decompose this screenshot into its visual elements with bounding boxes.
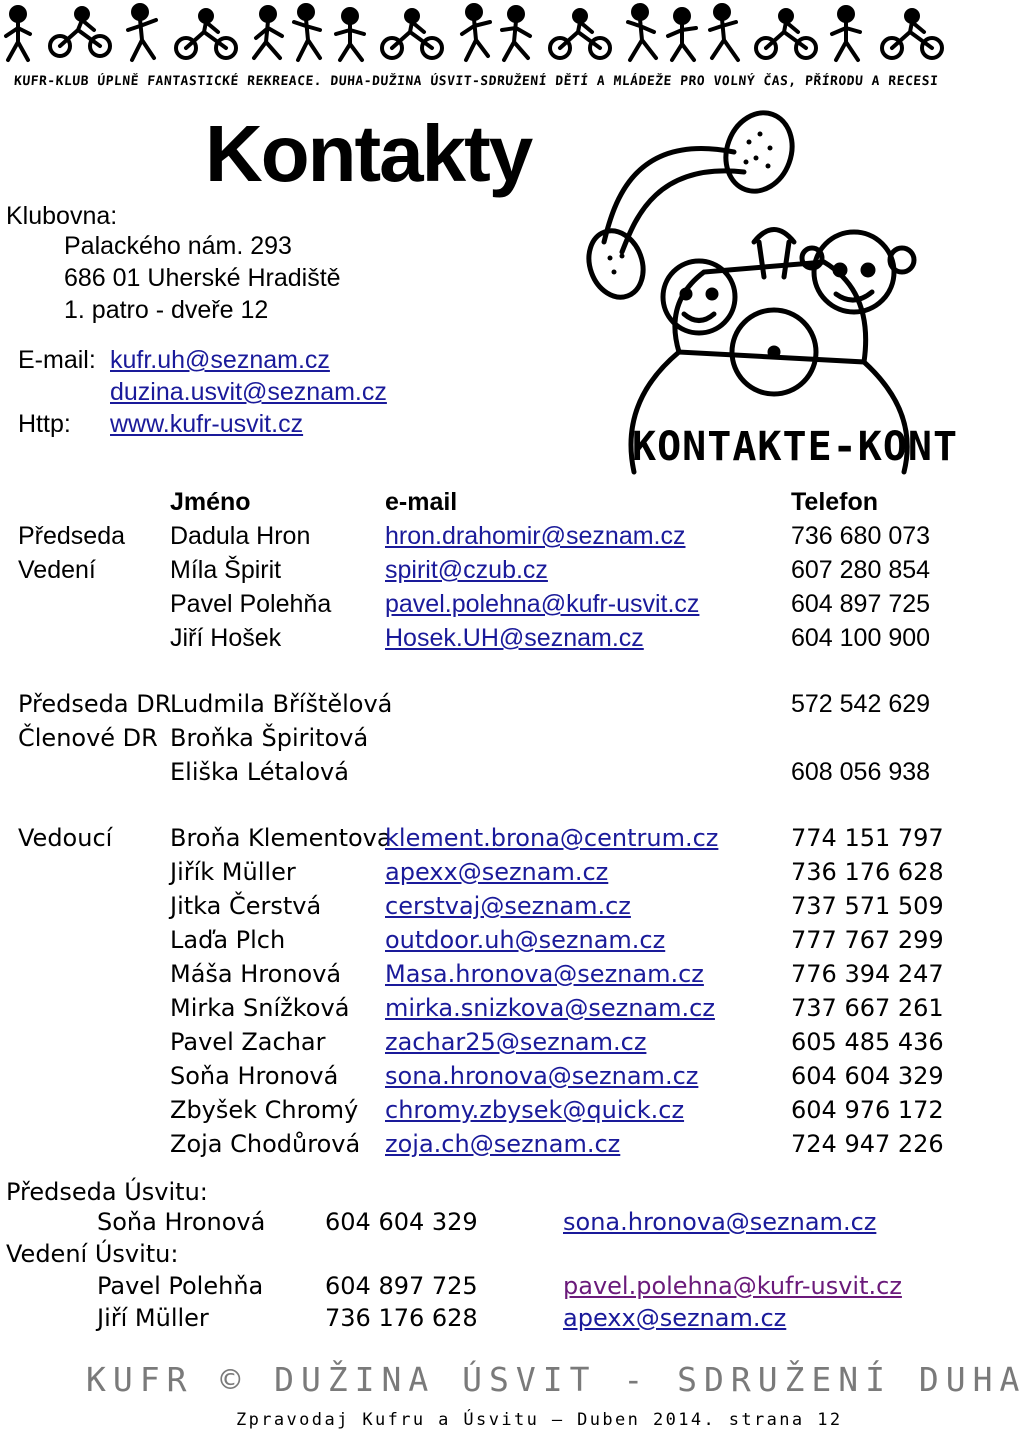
row-name: Laďa Plch (170, 926, 286, 954)
row-phone: 604 976 172 (791, 1096, 944, 1124)
row-phone: 605 485 436 (791, 1028, 944, 1056)
row-phone: 604 897 725 (791, 590, 931, 618)
row-name: Eliška Létalová (170, 758, 349, 786)
figure-icon (336, 9, 364, 60)
figure-icon (502, 7, 530, 60)
cyclist-icon (176, 10, 236, 58)
row-email-link[interactable]: Hosek.UH@seznam.cz (385, 624, 644, 652)
row-email-link[interactable]: sona.hronova@seznam.cz (385, 1062, 699, 1090)
row-phone: 777 767 299 (791, 926, 944, 954)
figure-icon (6, 7, 30, 60)
email-link-duzina[interactable]: duzina.usvit@seznam.cz (110, 378, 387, 406)
email-label: E-mail: (18, 346, 96, 374)
usvit-chair-name: Soňa Hronová (97, 1208, 266, 1236)
row-name: Dadula Hron (170, 522, 311, 550)
row-name: Zoja Chodůrová (170, 1130, 361, 1158)
row-phone: 736 680 073 (791, 522, 931, 550)
row-role: Předseda (18, 522, 126, 550)
row-phone: 724 947 226 (791, 1130, 944, 1158)
usvit-chair-phone: 604 604 329 (325, 1208, 478, 1236)
http-label: Http: (18, 410, 71, 438)
header-name: Jméno (170, 488, 251, 516)
row-email-link[interactable]: mirka.snizkova@seznam.cz (385, 994, 715, 1022)
clubroom-city: 686 01 Uherské Hradiště (64, 264, 341, 292)
footer-logo: KUFR © DUŽINA ÚSVIT - SDRUŽENÍ DUHA (86, 1360, 1026, 1399)
row-phone: 737 667 261 (791, 994, 944, 1022)
row-name: Jitka Čerstvá (170, 892, 322, 920)
row-role: Předseda DR (18, 690, 172, 718)
row-email-link[interactable]: pavel.polehna@kufr-usvit.cz (385, 590, 700, 618)
usvit-board-label: Vedení Úsvitu: (6, 1240, 179, 1268)
row-email-link[interactable]: Masa.hronova@seznam.cz (385, 960, 704, 988)
cyclist-icon (382, 10, 442, 58)
figure-icon (462, 5, 490, 60)
usvit-board-name: Jiří Müller (97, 1304, 209, 1332)
row-phone: 776 394 247 (791, 960, 944, 988)
row-role: Vedení (18, 556, 96, 584)
row-email-link[interactable]: hron.drahomir@seznam.cz (385, 522, 686, 550)
row-phone: 572 542 629 (791, 690, 931, 718)
usvit-board-phone: 604 897 725 (325, 1272, 478, 1300)
row-role: Vedoucí (18, 824, 113, 852)
row-name: Míla Špirit (170, 556, 282, 584)
row-name: Broňka Špiritová (170, 724, 369, 752)
figure-icon (254, 7, 282, 58)
telephone-illustration (574, 2, 959, 474)
usvit-board-email-link[interactable]: apexx@seznam.cz (563, 1304, 787, 1332)
usvit-board-phone: 736 176 628 (325, 1304, 478, 1332)
banner-tagline: KUFR-KLUB ÚPLNĚ FANTASTICKÉ REKREACE. DUHA-DUŽINA ÚSVIT-SDRUŽENÍ DĚTÍ A MLÁDEŽE PRO VOLNÝ ČAS, PŘÍRODU A RECESI (13, 74, 939, 89)
receiver-earpiece-icon (715, 103, 803, 200)
usvit-chair-email-link[interactable]: sona.hronova@seznam.cz (563, 1208, 877, 1236)
clubroom-label: Klubovna: (6, 202, 118, 230)
email-link-kufr[interactable]: kufr.uh@seznam.cz (110, 346, 330, 374)
row-name: Jiří Hošek (170, 624, 282, 652)
row-name: Jiřík Müller (170, 858, 296, 886)
row-name: Broňa Klementova (170, 824, 392, 852)
row-name: Mirka Snížková (170, 994, 350, 1022)
row-role: Členové DR (18, 724, 158, 752)
header-email: e-mail (385, 488, 458, 516)
usvit-chair-label: Předseda Úsvitu: (6, 1178, 208, 1206)
row-email-link[interactable]: klement.brona@centrum.cz (385, 824, 719, 852)
row-phone: 608 056 938 (791, 758, 931, 786)
page-title: Kontakty (205, 109, 532, 198)
illustration-caption: KONTAKTE-KONT (632, 424, 959, 470)
row-name: Zbyšek Chromý (170, 1096, 359, 1124)
website-link[interactable]: www.kufr-usvit.cz (110, 410, 304, 438)
row-name: Pavel Polehňa (170, 590, 332, 618)
usvit-board-email-link[interactable]: pavel.polehna@kufr-usvit.cz (563, 1272, 902, 1300)
figure-icon (294, 5, 320, 60)
row-name: Ludmila Bříštělová (170, 690, 393, 718)
cyclist-icon (50, 8, 110, 56)
row-name: Soňa Hronová (170, 1062, 339, 1090)
row-phone: 774 151 797 (791, 824, 944, 852)
row-name: Pavel Zachar (170, 1028, 326, 1056)
figure-icon (128, 5, 156, 60)
row-email-link[interactable]: zoja.ch@seznam.cz (385, 1130, 621, 1158)
row-phone: 737 571 509 (791, 892, 944, 920)
clubroom-street: Palackého nám. 293 (64, 232, 292, 260)
row-email-link[interactable]: apexx@seznam.cz (385, 858, 609, 886)
row-email-link[interactable]: outdoor.uh@seznam.cz (385, 926, 666, 954)
row-phone: 604 604 329 (791, 1062, 944, 1090)
row-phone: 604 100 900 (791, 624, 931, 652)
usvit-board-name: Pavel Polehňa (97, 1272, 264, 1300)
row-phone: 607 280 854 (791, 556, 931, 584)
row-email-link[interactable]: cerstvaj@seznam.cz (385, 892, 631, 920)
receiver-mouthpiece-icon (580, 223, 652, 305)
row-email-link[interactable]: spirit@czub.cz (385, 556, 548, 584)
row-email-link[interactable]: chromy.zbysek@quick.cz (385, 1096, 685, 1124)
row-email-link[interactable]: zachar25@seznam.cz (385, 1028, 647, 1056)
header-phone: Telefon (791, 488, 879, 516)
row-name: Máša Hronová (170, 960, 342, 988)
clubroom-floor: 1. patro - dveře 12 (64, 296, 269, 324)
row-phone: 736 176 628 (791, 858, 944, 886)
footer-issue-line: Zpravodaj Kufru a Úsvitu – Duben 2014. strana 12 (236, 1410, 843, 1430)
